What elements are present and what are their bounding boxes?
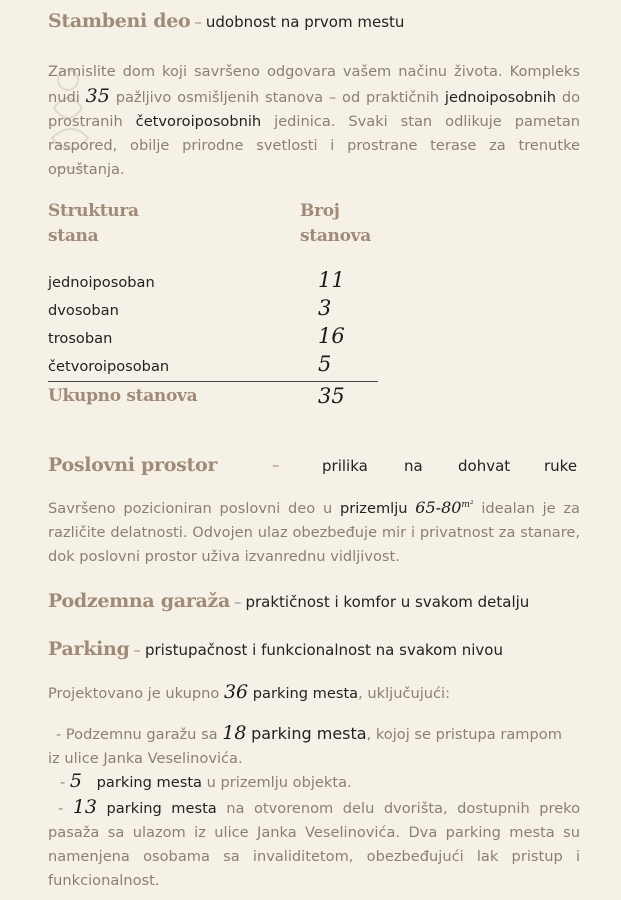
- table-row-label: dvosoban: [48, 302, 119, 319]
- table-row-label: jednoiposoban: [48, 274, 155, 291]
- table-total-label: Ukupno stanova: [48, 386, 198, 406]
- business-paragraph: Savršeno pozicioniran poslovni deo u prizemlju $65-80^{m^2}$ idealan je za različite delatnosti. Odvojen ulaz obezbeđuje mir i privatnost za stanare, dok poslovni prostor uživa izvanrednu vidljivost.: [48, 497, 580, 565]
- parking-item-garage: - Podzemnu garažu sa 18 parking mesta, kojoj se pristupa rampom iz ulice Janka Veselinovića.: [48, 722, 562, 767]
- parking-title: Parking: [48, 638, 130, 660]
- table-header-structure: Struktura stana: [48, 201, 139, 246]
- table-row-label: četvoroiposoban: [48, 358, 170, 375]
- garage-section-title: Podzemna garaža – praktičnost i komfor u svakom detalju: [48, 590, 530, 612]
- table-divider: [48, 381, 378, 382]
- table-row-value: 5: [318, 352, 332, 376]
- parking-intro: Projektovano je ukupno 36 parking mesta, uključujući:: [48, 681, 451, 703]
- table-total-value: 35: [318, 384, 345, 408]
- residential-subtitle: udobnost na prvom mestu: [205, 13, 405, 31]
- residential-section-title: Stambeni deo – udobnost na prvom mestu: [48, 10, 405, 32]
- garage-subtitle: praktičnost i komfor u svakom detalju: [245, 593, 530, 611]
- table-row-label: trosoban: [48, 330, 113, 347]
- table-row-value: 16: [318, 324, 345, 348]
- table-row-value: 11: [318, 268, 345, 292]
- parking-section-title: Parking – pristupačnost i funkcionalnost na svakom nivou: [48, 638, 503, 660]
- residential-title: Stambeni deo: [48, 10, 191, 32]
- business-area-handwritten: 65-80: [415, 497, 462, 517]
- table-header-count: Broj stanova: [300, 201, 371, 246]
- parking-item-courtyard: - 13 parking mesta na otvorenom delu dvorišta, dostupnih preko pasaža sa ulazom iz ulice Janka Veselinovića. Dva parking mesta su namenjena osobama sa invaliditetom, obezbeđujući lak pristup i funkcionalnost.: [48, 796, 581, 889]
- parking-subtitle: pristupačnost i funkcionalnost na svakom nivou: [144, 641, 503, 659]
- garage-title: Podzemna garaža: [48, 590, 230, 612]
- parking-item-ground-floor: - 5 parking mesta u prizemlju objekta.: [60, 770, 352, 792]
- business-title: Poslovni prostor: [48, 454, 218, 476]
- table-row-value: 3: [318, 296, 332, 320]
- parking-total-handwritten: 36: [223, 681, 249, 703]
- residential-paragraph: Zamislite dom koji savršeno odgovara vašem načinu života. Kompleks nudi 35 pažljivo osmišljenih stanova – od praktičnih jednoiposobnih do prostranih četvoroiposobnih jedinica. Svaki stan odlikuje pametan raspored, obilje prirodne svetlosti i prostrane terase za trenutke opuštanja.: [48, 63, 581, 178]
- apartment-count-handwritten: 35: [85, 85, 110, 107]
- business-section-title: Poslovni prostor – prilika na dohvat ruke: [48, 454, 578, 476]
